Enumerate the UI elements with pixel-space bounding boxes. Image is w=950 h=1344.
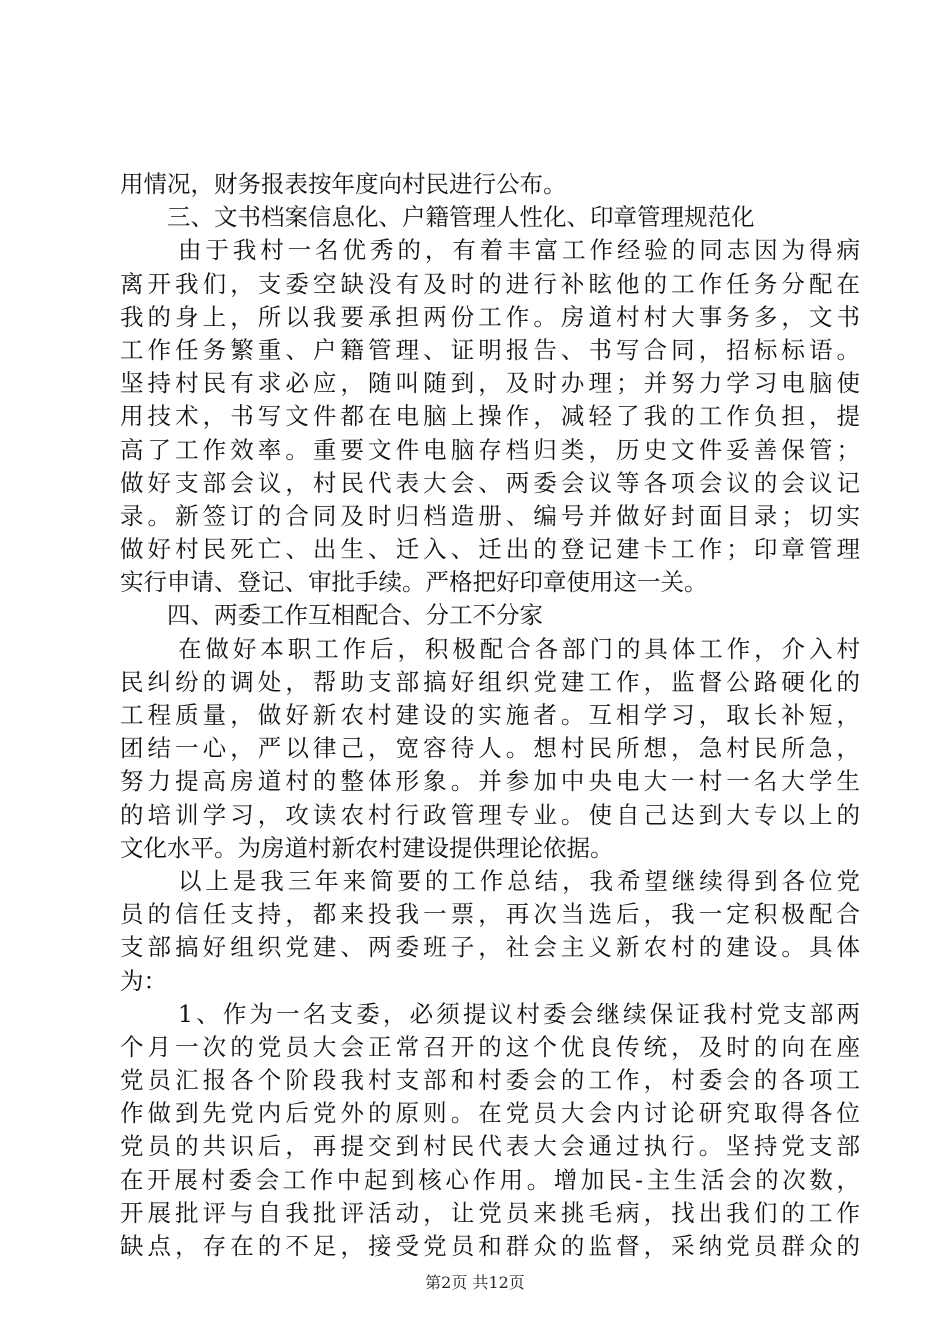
text-line: 员的信任支持，都来投我一票，再次当选后，我一定积极配合: [120, 900, 860, 929]
text-line: 在开展村委会工作中起到核心作用。增加民-主生活会的次数，: [120, 1165, 860, 1194]
text-line: 民纠纷的调处，帮助支部搞好组织党建工作，监督公路硬化的: [120, 667, 860, 696]
text-line: 的培训学习，攻读农村行政管理专业。使自己达到大专以上的: [120, 800, 860, 829]
text-line: 在做好本职工作后，积极配合各部门的具体工作，介入村: [178, 634, 860, 663]
text-line: 实行申请、登记、审批手续。严格把好印章使用这一关。: [120, 568, 708, 597]
text-line: 努力提高房道村的整体形象。并参加中央电大一村一名大学生: [120, 767, 860, 796]
text-line: 党员的共识后，再提交到村民代表大会通过执行。坚持党支部: [120, 1132, 860, 1161]
text-line: 坚持村民有求必应，随叫随到，及时办理；并努力学习电脑使: [120, 369, 860, 398]
text-line: 工作任务繁重、户籍管理、证明报告、书写合同，招标标语。: [120, 335, 860, 364]
text-line: 我的身上，所以我要承担两份工作。房道村村大事务多，文书: [120, 302, 860, 331]
text-line: 由于我村一名优秀的，有着丰富工作经验的同志因为得病: [178, 236, 860, 265]
text-line: 做好支部会议，村民代表大会、两委会议等各项会议的会议记: [120, 468, 860, 497]
text-line: 团结一心，严以律己，宽容待人。想村民所想，急村民所急，: [120, 734, 860, 763]
text-line: 录。新签订的合同及时归档造册、编号并做好封面目录；切实: [120, 501, 860, 530]
text-line: 文化水平。为房道村新农村建设提供理论依据。: [120, 833, 614, 862]
text-line: 做好村民死亡、出生、迁入、迁出的登记建卡工作；印章管理: [120, 535, 860, 564]
text-line: 用情况，财务报表按年度向村民进行公布。: [120, 170, 567, 198]
text-line: 离开我们，支委空缺没有及时的进行补眩他的工作任务分配在: [120, 269, 860, 298]
text-line: 个月一次的党员大会正常召开的这个优良传统，及时的向在座: [120, 1032, 860, 1061]
text-line: 为：: [120, 966, 167, 995]
text-line: 支部搞好组织党建、两委班子，社会主义新农村的建设。具体: [120, 933, 860, 962]
text-line: 以上是我三年来简要的工作总结，我希望继续得到各位党: [178, 866, 860, 895]
page-number-footer: 第2页 共12页: [425, 1273, 525, 1292]
text-line: 缺点，存在的不足，接受党员和群众的监督，采纳党员群众的: [120, 1232, 860, 1260]
text-line: 作做到先党内后党外的原则。在党员大会内讨论研究取得各位: [120, 1099, 860, 1128]
text-line: 高了工作效率。重要文件电脑存档归类，历史文件妥善保管；: [120, 435, 860, 464]
document-body: [120, 168, 860, 1263]
text-line: 开展批评与自我批评活动，让党员来挑毛病，找出我们的工作: [120, 1198, 860, 1227]
text-line: 用技术，书写文件都在电脑上操作，减轻了我的工作负担，提: [120, 402, 860, 431]
text-line: 党员汇报各个阶段我村支部和村委会的工作，村委会的各项工: [120, 1066, 860, 1095]
section-heading: 三、文书档案信息化、户籍管理人性化、印章管理规范化: [167, 203, 755, 232]
text-line: 1、作为一名支委，必须提议村委会继续保证我村党支部两: [178, 999, 860, 1028]
text-line: 工程质量，做好新农村建设的实施者。互相学习，取长补短，: [120, 701, 860, 729]
section-heading: 四、两委工作互相配合、分工不分家: [167, 601, 543, 630]
